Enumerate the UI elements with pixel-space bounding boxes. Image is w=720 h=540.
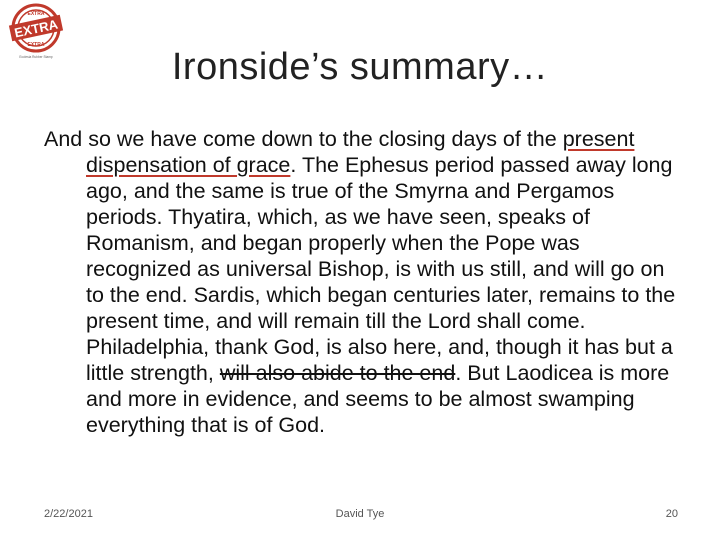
quote-paragraph bbox=[44, 126, 684, 438]
stamp-center-text: EXTRA bbox=[12, 16, 60, 41]
quote-body bbox=[44, 126, 684, 438]
stamp-caption: Ecclesia Rubber Stamp bbox=[19, 55, 53, 59]
footer-date: 2/22/2021 bbox=[44, 508, 93, 520]
quote-end: . But Laodicea is more and more in evidence, and seems to be almost swamping everything that is of God. bbox=[86, 361, 670, 437]
stamp-top-text: EXTRA bbox=[27, 11, 45, 17]
underlined-phrase: present dispensation of grace bbox=[86, 127, 635, 177]
quote-intro: And so we have come down to the closing days of the bbox=[44, 127, 563, 151]
footer-author: David Tye bbox=[335, 508, 385, 520]
stamp-bottom-text: EXTRA bbox=[27, 42, 45, 48]
struck-phrase: will also abide to the end bbox=[219, 361, 456, 385]
footer-page-number: 20 bbox=[665, 508, 678, 520]
quote-middle: . The Ephesus period passed away long ago, and the same is true of the Smyrna and Pergamos periods. Thyatira, which, as we have seen, speaks of Romanism, and began properly when the Pope was recognized as universal Bishop, is with us still, and will go on to the end. Sardis, which began centuries later, remains to the present time, and will remain till the Lord shall come. Philadelphia, thank God, is also here, and, though it has but a little strength, bbox=[86, 153, 676, 385]
slide-title: Ironside’s summary… bbox=[171, 46, 549, 88]
